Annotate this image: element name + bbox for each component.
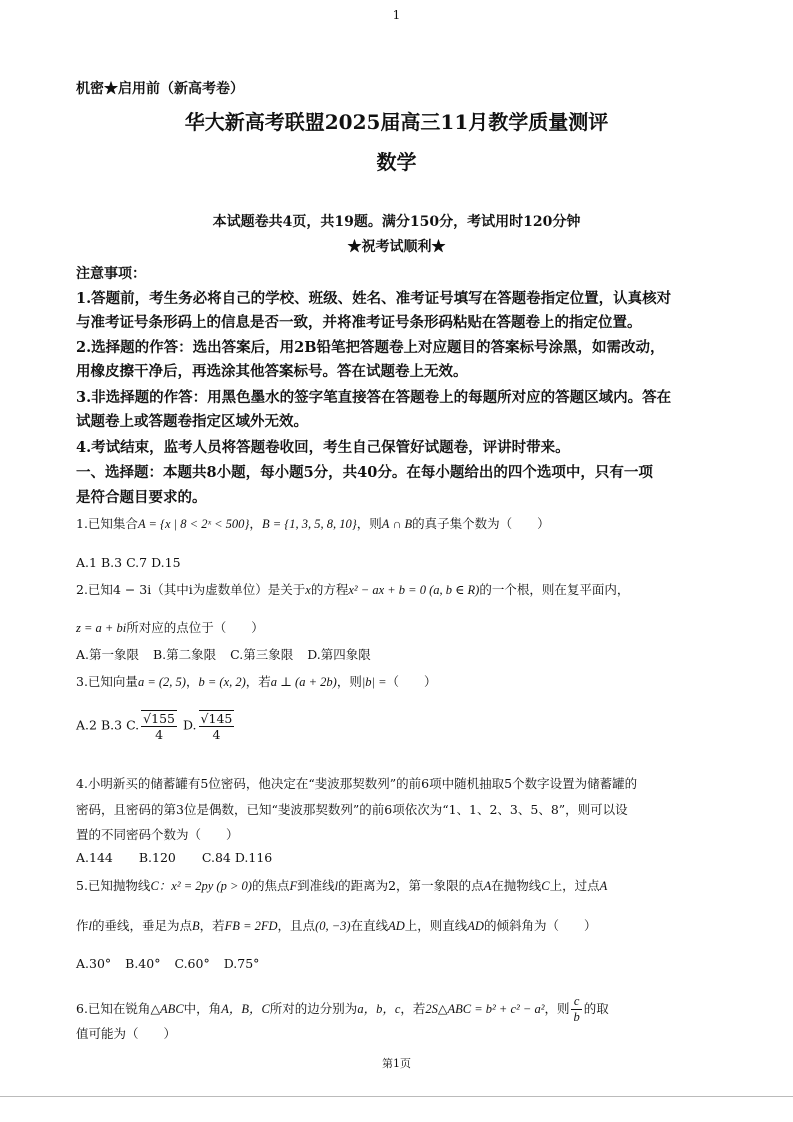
notice-line: 3.非选择题的作答：用黑色墨水的签字笔直接答在答题卷上的每题所对应的答题区域内。答在 [76, 389, 672, 406]
q6-fraction-numerator: c [571, 994, 581, 1010]
q6-mid4: ，则 [544, 1001, 570, 1016]
q2-equation: x² − ax + b = 0 (a, b ∈ R) [348, 583, 480, 597]
question-3: 3.已知向量a = (2, 5)，b = (x, 2)，若a ⊥ (a + 2b)，则|b| =（ ） [76, 674, 437, 689]
notice-line: 1.答题前，考生务必将自己的学校、班级、姓名、准考证号填写在答题卷指定位置，认真核对 [76, 290, 672, 307]
q3-option-c-denominator: 4 [155, 727, 164, 742]
question-4-line-2: 密码，且密码的第3位是偶数，已知“斐波那契数列”的前6项依次为“1、1、2、3、5、8”，则可以设 [76, 802, 628, 817]
exam-info: 本试题卷共4页，共19题。满分150分，考试用时120分钟 [212, 214, 581, 230]
q2-z-expr: z = a + bi [76, 621, 127, 635]
notice-line: 与准考证号条形码上的信息是否一致，并将准考证号条形码粘贴在答题卷上的指定位置。 [76, 314, 642, 331]
q3-options [76, 710, 236, 742]
notice-line: 2.选择题的作答：选出答案后，用2B铅笔把答题卷上对应题目的答案标号涂黑，如需改动， [76, 339, 665, 356]
q3-option-a: A.2 [76, 717, 97, 733]
q2-option-b: B.第二象限 [153, 647, 217, 662]
q3-option-d-label: D. [182, 717, 197, 733]
q6-condition: 2S△ABC = b² + c² − a² [425, 1002, 545, 1016]
q3-option-c-numerator: √155 [143, 711, 175, 726]
question-2-line-2 [76, 618, 264, 636]
q4-option-c: C.84 [201, 850, 231, 865]
q5-line2-b: 的垂线，垂足为点 [92, 918, 193, 933]
q3-ask: |b| = [361, 675, 387, 689]
section-heading: 是符合题目要求的。 [76, 489, 207, 506]
question-2 [76, 580, 629, 598]
q1-set-a: A = {x | 8 < 2ˣ < 500} [137, 517, 250, 531]
q5-point-b: B [192, 919, 200, 933]
q4-options [76, 850, 272, 865]
confidential-label: 机密★启用前（新高考卷） [76, 81, 244, 97]
q5-options [76, 956, 259, 971]
q5-line2-g: 的倾斜角为（ ） [483, 918, 597, 933]
q5-option-d: D.75° [223, 956, 260, 971]
q5-directrix-l-2: l [88, 919, 92, 933]
question-5 [76, 876, 607, 894]
q5-focus-f: F [289, 879, 298, 893]
q5-line-ad-2: AD [467, 919, 484, 933]
q1-options [76, 555, 181, 570]
q3-option-d-fraction [199, 710, 235, 742]
question-1: 1.已知集合A = {x | 8 < 2ˣ < 500}，B = {1, 3, 5, 8, 10}，则A ∩ B的真子集个数为（ ） [76, 516, 550, 531]
q2-mid2: 的方程 [310, 582, 349, 597]
q5-point-a-2: A [599, 879, 608, 893]
q5-mid1: 的焦点 [251, 878, 290, 893]
q6-mid1: 中，角 [183, 1001, 222, 1016]
good-luck-line: ★祝考试顺利★ [347, 239, 446, 255]
q5-option-a: A.30° [76, 956, 112, 971]
q2-suffix: 的一个根，则在复平面内， [479, 582, 630, 597]
question-4-line-1: 4.小明新买的储蓄罐有5位密码，他决定在“斐波那契数列”的前6项中随机抽取5个数字设置为储蓄罐的 [76, 776, 638, 791]
q5-option-b: B.40° [125, 956, 161, 971]
q3-option-d-numerator: √145 [200, 711, 233, 726]
q5-line2-e: 在直线 [350, 918, 389, 933]
notice-heading: 注意事项： [76, 266, 146, 282]
q5-line2-a: 作 [76, 918, 89, 933]
notice-line: 用橡皮擦干净后，再选涂其他答案标号。答在试题卷上无效。 [76, 363, 468, 380]
q2-mid: （其中i为虚数单位）是关于 [151, 582, 306, 597]
q1-option-b: B.3 [100, 555, 123, 570]
q1-option-c: C.7 [126, 555, 148, 570]
question-6 [76, 994, 609, 1025]
top-page-number: 1 [392, 8, 401, 22]
q6-angles: A，B，C [221, 1002, 270, 1016]
q2-root: 4 − 3i [112, 582, 152, 597]
q1-suffix: 的真子集个数为（ ） [412, 516, 550, 531]
q5-point: (0, −3) [315, 919, 351, 933]
q1-option-a: A.1 [76, 555, 97, 570]
q4-option-d: D.116 [234, 850, 273, 865]
subject-title: 数学 [376, 150, 417, 174]
question-6-line-2: 值可能为（ ） [76, 1026, 177, 1041]
notice-line: 试题卷上或答题卷指定区域外无效。 [76, 413, 308, 430]
q2-options [76, 645, 371, 663]
q5-line2-c: ，若 [199, 918, 225, 933]
footer-page-number: 第1页 [382, 1057, 411, 1070]
q3-option-c-fraction [141, 710, 177, 742]
q3-option-c-label: C. [126, 717, 140, 733]
q5-directrix-l: l [334, 879, 339, 893]
q5-mid4: 在抛物线 [491, 878, 542, 893]
q6-mid2: 所对的边分别为 [269, 1001, 358, 1016]
q2-option-a: A.第一象限 [76, 647, 140, 662]
q2-variable: x [305, 583, 311, 597]
q5-parabola: C：x² = 2py (p > 0) [150, 879, 252, 893]
q6-fraction [571, 994, 581, 1025]
q5-line-ad: AD [388, 919, 405, 933]
q6-fraction-denominator: b [573, 1010, 580, 1024]
q5-mid3: 的距离为2，第一象限的点 [338, 878, 484, 893]
q1-set-b: B = {1, 3, 5, 8, 10} [261, 517, 357, 531]
q3-cond-pre: ，若 [245, 674, 271, 689]
exam-title: 华大新高考联盟2025届高三11月教学质量测评 [184, 110, 609, 134]
question-4-line-3: 置的不同密码个数为（ ） [76, 827, 239, 842]
q1-prefix: 1.已知集合 [76, 516, 138, 531]
q2-prefix: 2.已知 [76, 582, 113, 597]
q5-point-a: A [483, 879, 492, 893]
q4-option-b: B.120 [138, 850, 176, 865]
q5-prefix: 5.已知抛物线 [76, 878, 151, 893]
q3-option-d-denominator: 4 [212, 727, 221, 742]
q1-then: ，则 [356, 516, 382, 531]
q1-option-d: D.15 [151, 555, 181, 570]
q5-line2-d: ，且点 [277, 918, 316, 933]
q6-triangle: △ABC [150, 1002, 184, 1016]
q5-option-c: C.60° [174, 956, 210, 971]
q3-vector-b: b = (x, 2) [198, 675, 246, 689]
notice-line: 4.考试结束，监考人员将答题卷收回，考生自己保管好试题卷，评讲时带来。 [76, 439, 570, 456]
q6-suffix: 的取 [583, 1001, 609, 1016]
q2-option-d: D.第四象限 [307, 647, 371, 662]
q6-mid3: ，若 [400, 1001, 426, 1016]
q5-line2-f: 上，则直线 [404, 918, 468, 933]
q5-vector-equation: FB = 2FD [224, 919, 278, 933]
q5-curve-c: C [541, 879, 550, 893]
q1-expr: A ∩ B [381, 517, 413, 531]
q2-option-c: C.第三象限 [230, 647, 294, 662]
q3-vector-a: a = (2, 5) [137, 675, 186, 689]
q5-mid2: 到准线 [297, 878, 335, 893]
q3-condition: a ⊥ (a + 2b) [270, 675, 337, 689]
q3-prefix: 3.已知向量 [76, 674, 138, 689]
q3-ask-pre: ，则 [336, 674, 362, 689]
q3-suffix: （ ） [386, 674, 437, 689]
q5-mid5: 上，过点 [549, 878, 600, 893]
section-heading: 一、选择题：本题共8小题，每小题5分，共40分。在每小题给出的四个选项中，只有一项 [76, 464, 653, 481]
bottom-divider [0, 1096, 793, 1097]
q6-sides: a，b，c [357, 1002, 401, 1016]
question-5-line-2 [76, 916, 596, 934]
q6-prefix: 6.已知在锐角 [76, 1001, 151, 1016]
q2-line2-text: 所对应的点位于（ ） [126, 620, 264, 635]
q3-option-b: B.3 [100, 717, 123, 733]
q4-option-a: A.144 [76, 850, 113, 865]
